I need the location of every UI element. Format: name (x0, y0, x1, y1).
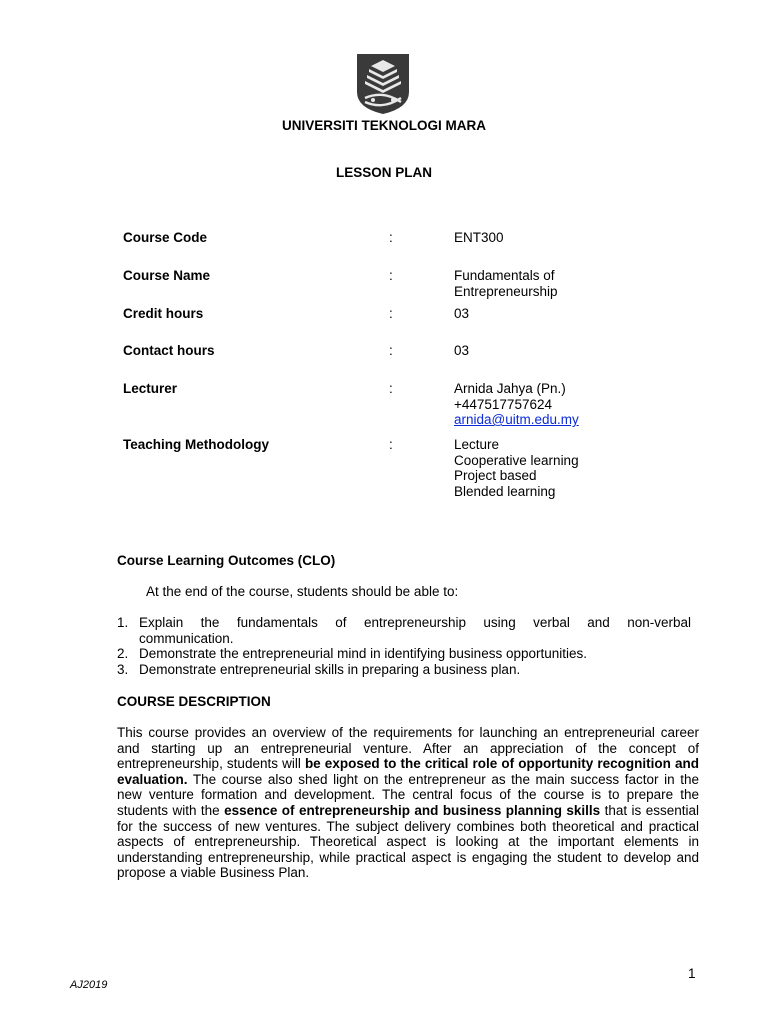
colon: : (389, 268, 393, 283)
course-code-label: Course Code (123, 230, 208, 245)
list-number: 1. (117, 615, 129, 630)
colon: : (389, 381, 393, 396)
course-description-paragraph (117, 725, 699, 881)
colon: : (389, 306, 393, 321)
clo-list (117, 615, 691, 677)
lecturer-phone: +447517757624 (454, 396, 552, 412)
course-name-value (454, 268, 558, 299)
list-item (117, 662, 691, 678)
lecturer-email-link[interactable]: arnida@uitm.edu.my (454, 412, 579, 427)
list-number: 2. (117, 646, 129, 661)
list-item-text: Demonstrate entrepreneurial skills in preparing a business plan. (139, 661, 521, 677)
contact-hours-value: 03 (454, 343, 470, 358)
colon: : (389, 230, 393, 245)
page-number: 1 (688, 966, 696, 981)
list-item-text: communication. (139, 630, 234, 646)
description-bold-text: be exposed to the critical role of opportunity recognition and evaluation. (117, 756, 699, 787)
course-name-line: Fundamentals of (454, 268, 555, 283)
clo-heading: Course Learning Outcomes (CLO) (117, 553, 336, 568)
lecturer-name: Arnida Jahya (Pn.) (454, 381, 566, 396)
list-item-text: Demonstrate the entrepreneurial mind in identifying business opportunities. (139, 646, 588, 661)
list-item-text: Explain the fundamentals of entrepreneurship using verbal and non-verbal (139, 615, 691, 630)
description-text: that is essential for the success of new ventures. The subject delivery combines both theoretical and practical aspects of entrepreneurship. Theoretical aspect is looking at the important elements in understanding entrepreneurship, while practical aspect is engaging the student to develop and propose a viable Business Plan. (117, 802, 700, 881)
footer-code: AJ2019 (70, 979, 108, 991)
credit-hours-label: Credit hours (123, 306, 204, 321)
uitm-crest-icon (355, 52, 411, 116)
lecturer-value (454, 381, 579, 428)
description-text: The course also shed light on the entrepreneur as the main success factor in the new venture formation and development. The central focus of the course is to prepare the students with the (117, 771, 699, 818)
course-name-label: Course Name (123, 268, 211, 283)
credit-hours-value: 03 (454, 306, 470, 321)
method-item: Lecture (454, 437, 500, 452)
method-item: Cooperative learning (454, 452, 579, 468)
contact-hours-label: Contact hours (123, 343, 215, 358)
teaching-methodology-value (454, 437, 579, 499)
colon: : (389, 343, 393, 358)
description-bold-text: essence of entrepreneurship and business planning skills (224, 802, 601, 818)
lecturer-label: Lecturer (123, 381, 178, 396)
course-code-value: ENT300 (454, 230, 504, 245)
clo-intro: At the end of the course, students should be able to: (146, 584, 459, 599)
document-title: LESSON PLAN (335, 165, 432, 180)
teaching-methodology-label: Teaching Methodology (123, 437, 269, 452)
method-item: Blended learning (454, 483, 556, 499)
university-name: UNIVERSITI TEKNOLOGI MARA (281, 118, 486, 133)
colon: : (389, 437, 393, 452)
list-number: 3. (117, 661, 129, 677)
course-description-heading: COURSE DESCRIPTION (117, 694, 271, 709)
course-name-line: Entrepreneurship (454, 283, 558, 299)
list-item (117, 646, 691, 662)
description-text: This course provides an overview of the requirements for launching an entrepreneurial career and starting up an entrepreneurial venture. After an appreciation of the concept of entrepreneurship, students will (117, 725, 699, 772)
method-item: Project based (454, 468, 537, 483)
list-item (117, 615, 691, 646)
